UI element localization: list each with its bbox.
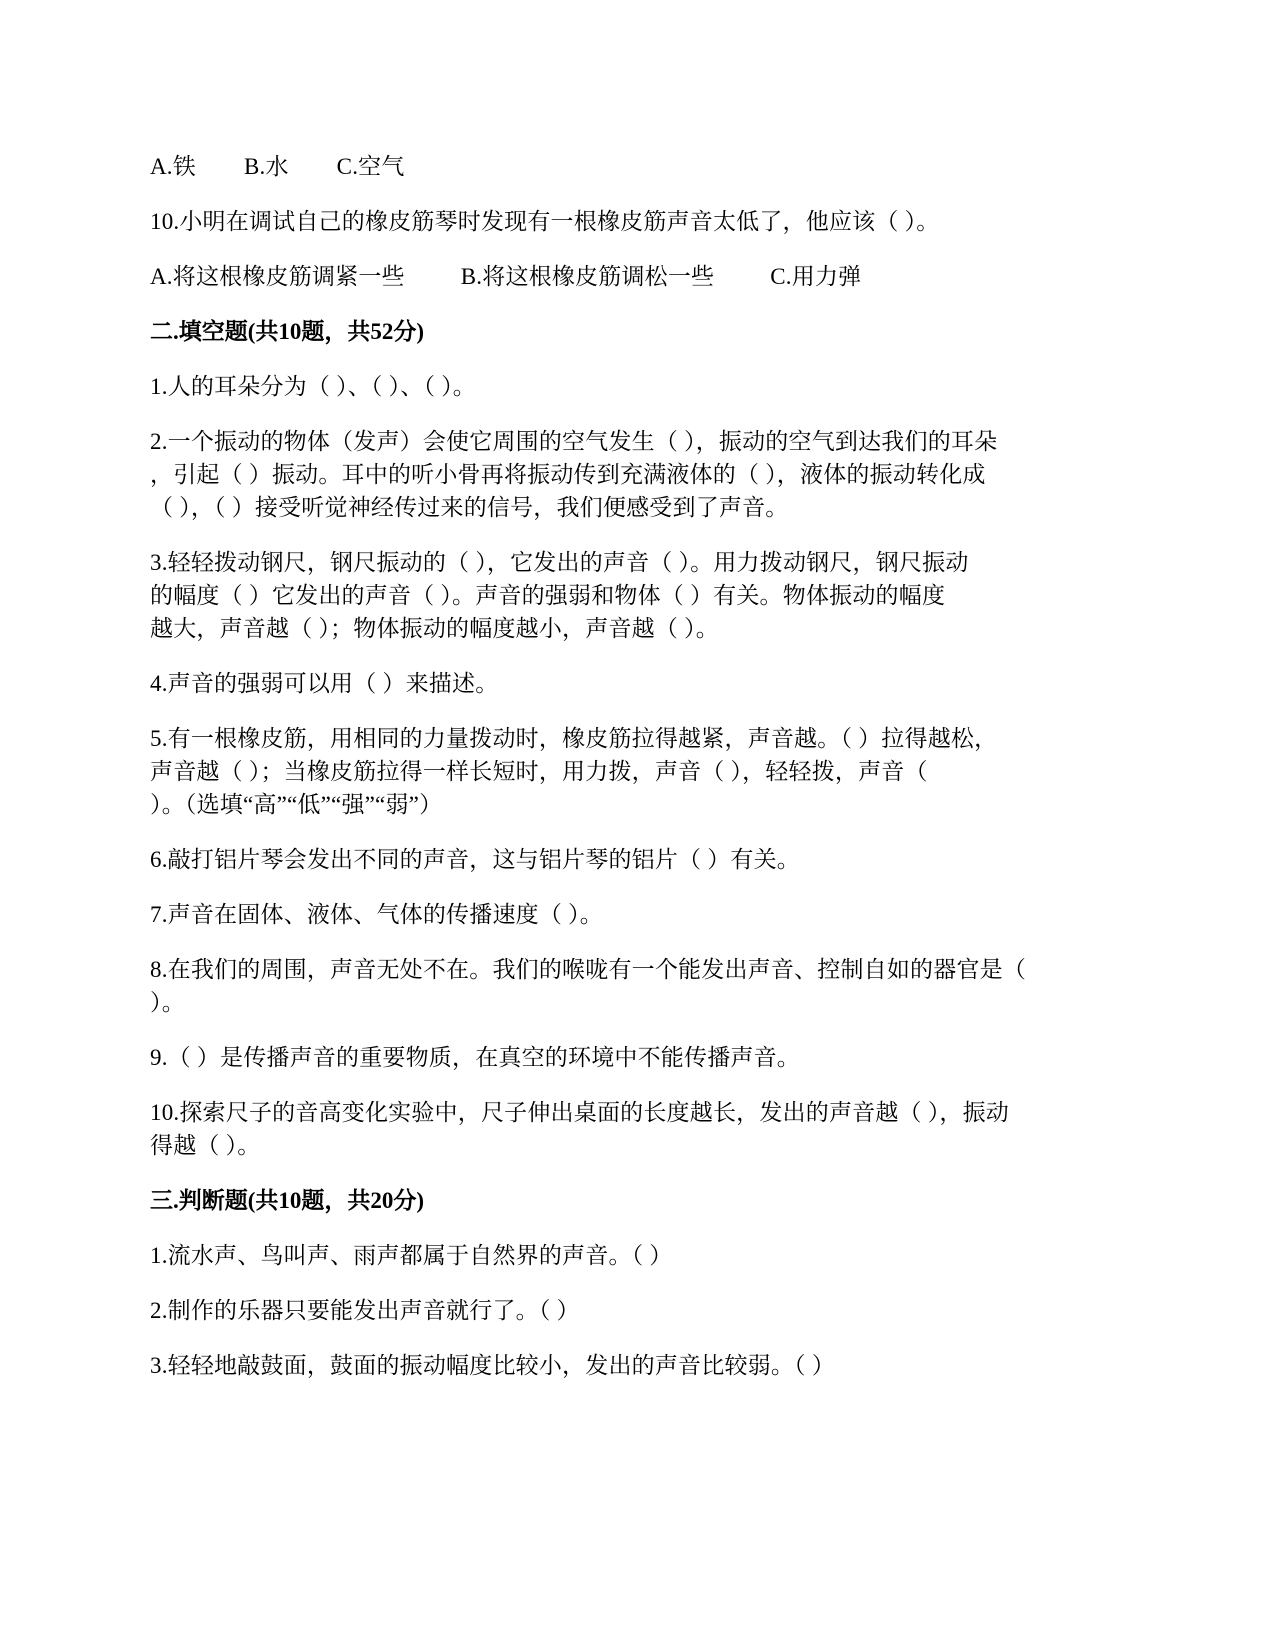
item-line: （ ），（ ）接受听觉神经传过来的信号，我们便感受到了声音。: [150, 495, 789, 520]
item-line: ，引起（ ）振动。耳中的听小骨再将振动传到充满液体的（ ），液体的振动转化成: [150, 462, 986, 487]
fill-item-3: [150, 546, 1125, 645]
option-b: B.水: [243, 154, 289, 179]
fill-item-5: [150, 722, 1125, 821]
q10-options: [150, 260, 1125, 293]
item-line: ）。（选填“高”“低”“强”“弱”）: [150, 792, 443, 817]
option-c: C.用力弹: [770, 264, 862, 289]
fill-item-10: [150, 1096, 1125, 1162]
item-line: 6.敲打铝片琴会发出不同的声音，这与铝片琴的铝片（ ）有关。: [150, 847, 800, 872]
question-10: 10.小明在调试自己的橡皮筋琴时发现有一根橡皮筋声音太低了，他应该（ ）。: [150, 209, 940, 234]
fill-item-9: [150, 1041, 1125, 1074]
judge-item-2: [150, 1294, 1125, 1327]
item-line: 8.在我们的周围，声音无处不在。我们的喉咙有一个能发出声音、控制自如的器官是（: [150, 957, 1027, 982]
section-heading-fill-in: 二.填空题(共10题，共52分): [150, 319, 425, 344]
fill-item-7: [150, 898, 1125, 931]
item-line: 2.一个振动的物体（发声）会使它周围的空气发生（ ），振动的空气到达我们的耳朵: [150, 429, 998, 454]
item-line: 5.有一根橡皮筋，用相同的力量拨动时，橡皮筋拉得越紧，声音越。（ ）拉得越松，: [150, 726, 998, 751]
item-line: 7.声音在固体、液体、气体的传播速度（ ）。: [150, 902, 603, 927]
judge-item-3: [150, 1349, 1125, 1382]
fill-item-1: [150, 370, 1125, 403]
option-b: B.将这根橡皮筋调松一些: [460, 264, 715, 289]
q9-options: [150, 150, 1125, 183]
judge-item-1: [150, 1239, 1125, 1272]
fill-item-4: [150, 667, 1125, 700]
option-a: A.将这根橡皮筋调紧一些: [150, 264, 405, 289]
item-line: 1.流水声、鸟叫声、雨声都属于自然界的声音。（ ）: [150, 1243, 673, 1268]
fill-item-2: [150, 425, 1125, 524]
item-line: 10.探索尺子的音高变化实验中，尺子伸出桌面的长度越长，发出的声音越（ ），振动: [150, 1100, 1009, 1125]
option-a: A.铁: [150, 154, 196, 179]
item-line: 3.轻轻地敲鼓面，鼓面的振动幅度比较小，发出的声音比较弱。（ ）: [150, 1353, 835, 1378]
fill-item-6: [150, 843, 1125, 876]
item-line: 1.人的耳朵分为（ ）、（ ）、（ ）。: [150, 374, 476, 399]
item-line: 声音越（ ）；当橡皮筋拉得一样长短时，用力拨，声音（ ），轻轻拨，声音（: [150, 759, 928, 784]
item-line: 9.（ ）是传播声音的重要物质，在真空的环境中不能传播声音。: [150, 1045, 800, 1070]
item-line: 3.轻轻拨动钢尺，钢尺振动的（ ），它发出的声音（ ）。用力拨动钢尺，钢尺振动: [150, 550, 969, 575]
item-line: 的幅度（ ）它发出的声音（ ）。声音的强弱和物体（ ）有关。物体振动的幅度: [150, 583, 946, 608]
item-line: 2.制作的乐器只要能发出声音就行了。（ ）: [150, 1298, 580, 1323]
item-line: 越大，声音越（ ）；物体振动的幅度越小，声音越（ ）。: [150, 616, 719, 641]
section-heading-true-false: 三.判断题(共10题，共20分): [150, 1188, 425, 1213]
item-line: ）。: [150, 990, 185, 1015]
option-c: C.空气: [336, 154, 405, 179]
fill-item-8: [150, 953, 1125, 1019]
item-line: 得越（ ）。: [150, 1133, 261, 1158]
item-line: 4.声音的强弱可以用（ ）来描述。: [150, 671, 499, 696]
